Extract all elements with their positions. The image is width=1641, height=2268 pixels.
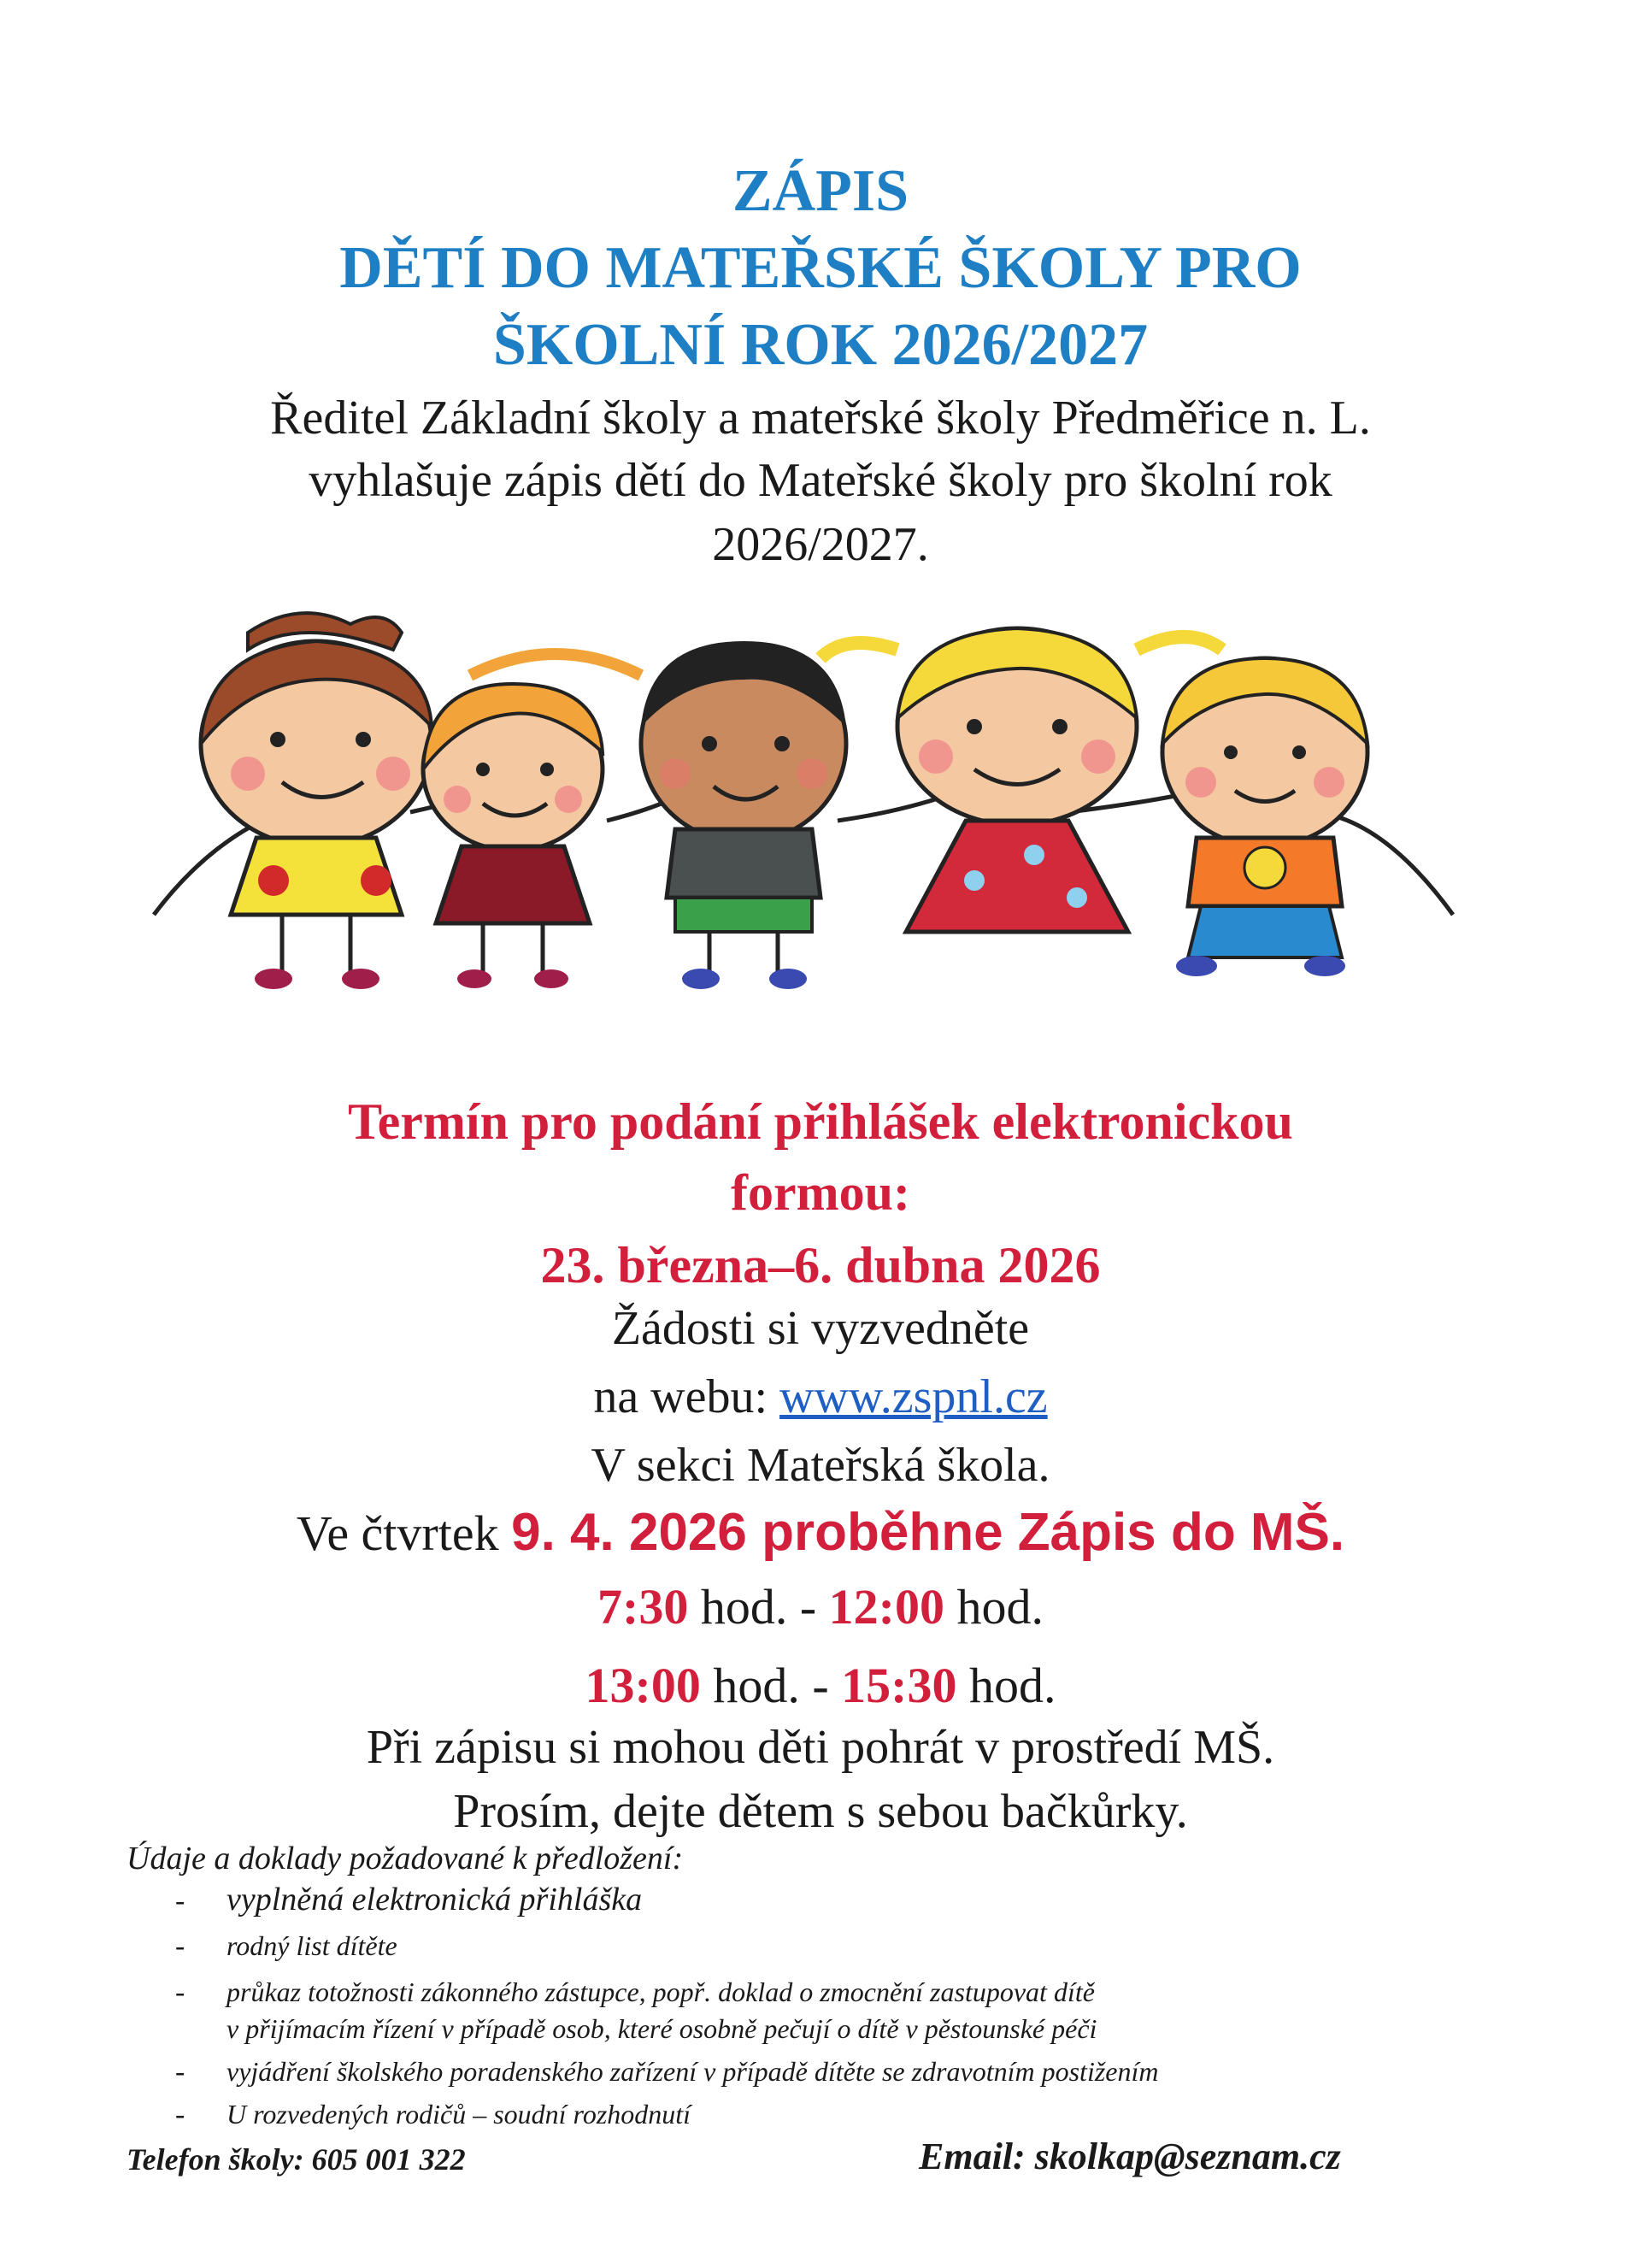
list-item: U rozvedených rodičů – soudní rozhodnutí [226, 2099, 691, 2130]
slot1-tail: hod. [944, 1579, 1044, 1635]
event-note-1: Při zápisu si mohou děti pohrát v prostředí MŠ. [366, 1721, 1275, 1774]
deadline-line-2: formou: [731, 1164, 910, 1221]
slot2-start: 13:00 [585, 1658, 701, 1713]
time-slot-2 [0, 1652, 1641, 1720]
slot1-start: 7:30 [597, 1579, 689, 1635]
child-4 [820, 628, 1222, 932]
title-line-2: DĚTÍ DO MATEŘSKÉ ŠKOLY PRO [339, 235, 1302, 301]
slot2-sep: hod. - [700, 1658, 842, 1713]
event-highlight: 9. 4. 2026 proběhne Zápis do MŠ. [511, 1503, 1345, 1562]
event-note-2: Prosím, dejte dětem s sebou bačkůrky. [453, 1785, 1188, 1838]
deadline-line-1: Termín pro podání přihlášek elektronickou [348, 1093, 1293, 1150]
intro-line-3: 2026/2027. [712, 518, 929, 571]
intro-line-2: vyhlašuje zápis dětí do Mateřské školy pro školní rok [309, 454, 1332, 507]
list-dash: - [175, 2099, 185, 2130]
list-item: rodný list dítěte [226, 1930, 397, 1961]
title-line-1: ZÁPIS [732, 158, 909, 224]
applications-line-3: V sekci Mateřská škola. [591, 1439, 1050, 1492]
web-prefix: na webu: [593, 1370, 780, 1423]
list-item: vyjádření školského poradenského zařízení v případě dítěte se zdravotním postižením [226, 2056, 1159, 2087]
child-3 [641, 641, 846, 989]
children-illustration [128, 598, 1496, 992]
deadline-dates: 23. března–6. dubna 2026 [540, 1237, 1101, 1293]
time-slot-1 [0, 1573, 1641, 1641]
list-item: vyplněná elektronická přihláška [226, 1882, 643, 1917]
documents-heading: Údaje a doklady požadované k předložení: [126, 1841, 684, 1876]
list-dash: - [175, 1885, 185, 1917]
web-link[interactable]: www.zspnl.cz [779, 1370, 1048, 1423]
list-item: průkaz totožnosti zákonného zástupce, popř. doklad o zmocnění zastupovat dítě [226, 1976, 1095, 2007]
slot2-end: 15:30 [841, 1658, 957, 1713]
school-phone: Telefon školy: 605 001 322 [126, 2142, 466, 2177]
applications-web-line [0, 1364, 1641, 1430]
event-line [0, 1494, 1641, 1572]
slot1-sep: hod. - [688, 1579, 829, 1635]
applications-line-1: Žádosti si vyzvedněte [611, 1302, 1030, 1355]
list-dash: - [175, 1930, 185, 1962]
title-line-3: ŠKOLNÍ ROK 2026/2027 [492, 312, 1149, 378]
intro-line-1: Ředitel Základní školy a mateřské školy Předměřice n. L. [270, 392, 1371, 445]
child-5 [1162, 658, 1368, 976]
event-prefix: Ve čtvrtek [296, 1505, 512, 1561]
child-1 [201, 613, 432, 989]
list-dash: - [175, 1976, 185, 2008]
slot1-end: 12:00 [828, 1579, 944, 1635]
slot2-tail: hod. [956, 1658, 1056, 1713]
list-dash: - [175, 2056, 185, 2088]
school-email: Email: skolkap@seznam.cz [919, 2135, 1341, 2177]
list-item-continued: v přijímacím řízení v případě osob, které osobně pečují o dítě v pěstounské péči [226, 2013, 1097, 2044]
